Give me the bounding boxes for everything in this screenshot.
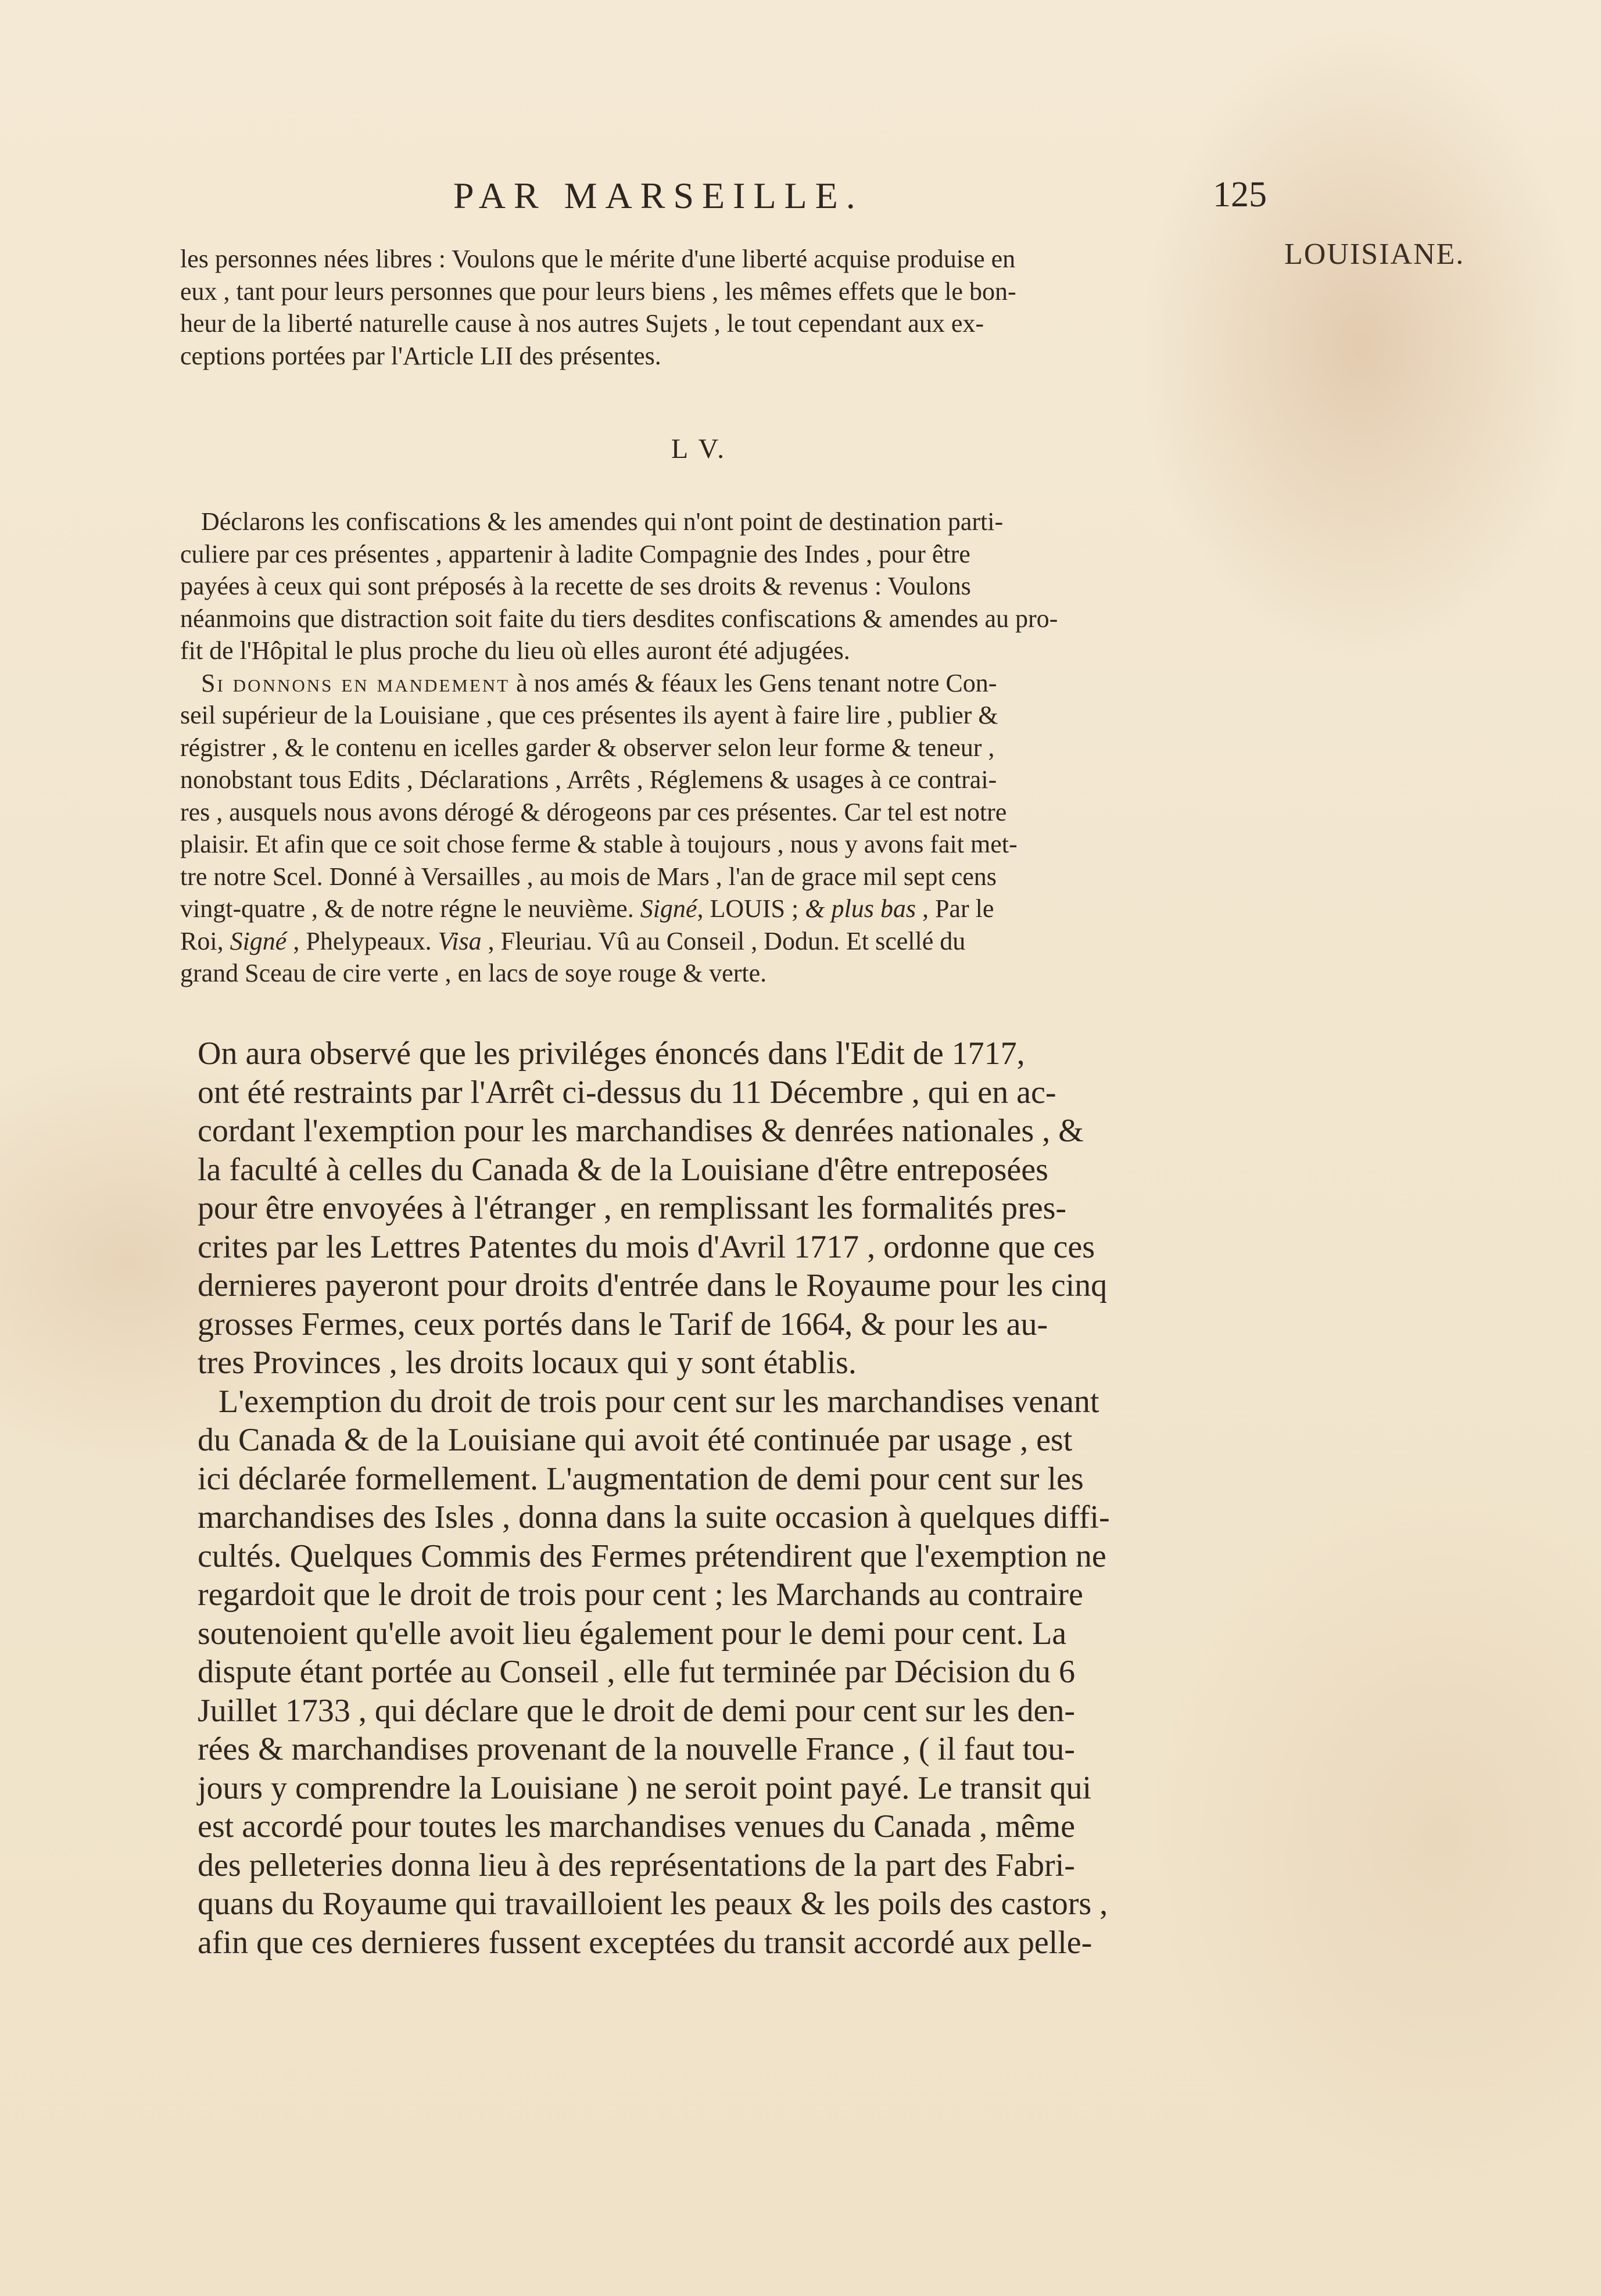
text-line: res , ausquels nous avons dérogé & dérogeons par ces présentes. Car tel est notre [180, 797, 1007, 826]
commentary-line: dernieres payeront pour droits d'entrée dans le Royaume pour les cinq [198, 1267, 1108, 1303]
commentary-line: dispute étant portée au Conseil , elle fut terminée par Décision du 6 [198, 1654, 1075, 1690]
text-line: régistrer , & le contenu en icelles garder & observer selon leur forme & teneur , [180, 733, 995, 762]
sig-line-start: vingt-quatre , & de notre régne le neuvième. [180, 894, 640, 923]
louis-signature: , LOUIS ; [697, 894, 805, 923]
text-line: nonobstant tous Edits , Déclarations , Arrêts , Réglemens & usages à ce contrai- [180, 765, 997, 794]
text-line [180, 893, 1267, 925]
decree-text-block-2 [180, 506, 1267, 990]
text-line: grand Sceau de cire verte , en lacs de soye rouge & verte. [180, 959, 767, 987]
commentary-line: ici déclarée formellement. L'augmentation de demi pour cent sur les [198, 1460, 1084, 1497]
decree-text-block-1 [180, 243, 1267, 372]
commentary-line: cultés. Quelques Commis des Fermes prétendirent que l'exemption ne [198, 1538, 1106, 1574]
text-line: néanmoins que distraction soit faite du tiers desdites confiscations & amendes au pro- [180, 604, 1058, 633]
commentary-line: pour être envoyées à l'étranger , en remplissant les formalités pres- [198, 1190, 1067, 1226]
text-line: seil supérieur de la Louisiane , que ces présentes ils ayent à faire lire , publier & [180, 701, 998, 729]
page-header [180, 174, 1267, 227]
text-line: culiere par ces présentes , appartenir à ladite Compagnie des Indes , pour être [180, 539, 970, 568]
signe-label: Signé [640, 894, 697, 923]
running-title: PAR MARSEILLE. [453, 175, 864, 216]
text-line: ceptions portées par l'Article LII des présentes. [180, 341, 661, 370]
commentary-line: L'exemption du droit de trois pour cent sur les marchandises venant [219, 1383, 1099, 1420]
commentary-line: grosses Fermes, ceux portés dans le Tarif de 1664, & pour les au- [198, 1306, 1048, 1342]
fleuriau-dodun: , Fleuriau. Vû au Conseil , Dodun. Et scellé du [481, 926, 966, 955]
text-line: fit de l'Hôpital le plus proche du lieu où elles auront été adjugées. [180, 636, 850, 665]
mandement-lead: Si donnons en mandement [201, 668, 510, 697]
par-le: , Par le [915, 894, 994, 923]
commentary-line: tres Provinces , les droits locaux qui y sont établis. [198, 1345, 857, 1381]
commentary-line: ont été restraints par l'Arrêt ci-dessus du 11 Décembre , qui en ac- [198, 1074, 1056, 1111]
text-line: eux , tant pour leurs personnes que pour leurs biens , les mêmes effets que le bon- [180, 277, 1016, 306]
text-line [180, 667, 1267, 700]
commentary-line: Juillet 1733 , qui déclare que le droit de demi pour cent sur les den- [198, 1692, 1076, 1729]
commentary-line: du Canada & de la Louisiane qui avoit été continuée par usage , est [198, 1422, 1073, 1458]
commentary-line: la faculté à celles du Canada & de la Louisiane d'être entreposées [198, 1151, 1048, 1188]
signe-label-2: Signé [230, 926, 287, 955]
text-line: Déclarons les confiscations & les amendes qui n'ont point de destination parti- [201, 507, 1004, 536]
commentary-line: jours y comprendre la Louisiane ) ne seroit point payé. Le transit qui [198, 1770, 1092, 1806]
commentary-line: crites par les Lettres Patentes du mois d'Avril 1717 , ordonne que ces [198, 1228, 1095, 1265]
commentary-line: On aura observé que les priviléges énoncés dans l'Edit de 1717, [198, 1036, 1025, 1072]
text-line: payées à ceux qui sont préposés à la recette de ses droits & revenus : Voulons [180, 572, 971, 600]
text-line [180, 925, 1267, 958]
commentary-line: rées & marchandises provenant de la nouvelle France , ( il faut tou- [198, 1731, 1075, 1767]
mandement-rest: à nos amés & féaux les Gens tenant notre Con- [510, 668, 997, 697]
plus-bas-label: & plus bas [805, 894, 916, 923]
article-number: L V. [671, 434, 727, 464]
commentary-line: cordant l'exemption pour les marchandises & denrées nationales , & [198, 1113, 1084, 1149]
margin-note: LOUISIANE. [1284, 238, 1465, 271]
commentary-line: quans du Royaume qui travailloient les peaux & les poils des castors , [198, 1886, 1108, 1922]
text-line: les personnes nées libres : Voulons que le mérite d'une liberté acquise produise en [180, 245, 1016, 273]
roi: Roi, [180, 926, 230, 955]
text-line: tre notre Scel. Donné à Versailles , au mois de Mars , l'an de grace mil sept cens [180, 862, 997, 891]
commentary-line: afin que ces dernieres fussent exceptées du transit accordé aux pelle- [198, 1924, 1093, 1961]
text-line: plaisir. Et afin que ce soit chose ferme & stable à toujours , nous y avons fait met- [180, 830, 1018, 858]
phelypeaux: , Phelypeaux. [286, 926, 438, 955]
commentary-line: est accordé pour toutes les marchandises venues du Canada , même [198, 1808, 1075, 1844]
commentary-line: regardoit que le droit de trois pour cent ; les Marchands au contraire [198, 1577, 1083, 1613]
page-number: 125 [1213, 175, 1267, 214]
text-line: heur de la liberté naturelle cause à nos autres Sujets , le tout cependant aux ex- [180, 309, 984, 338]
commentary-block [198, 1034, 1302, 1962]
visa-label: Visa [438, 926, 482, 955]
commentary-line: marchandises des Isles , donna dans la suite occasion à quelques diffi- [198, 1499, 1110, 1535]
commentary-line: des pelleteries donna lieu à des représentations de la part des Fabri- [198, 1847, 1075, 1883]
commentary-line: soutenoient qu'elle avoit lieu également pour le demi pour cent. La [198, 1615, 1067, 1652]
